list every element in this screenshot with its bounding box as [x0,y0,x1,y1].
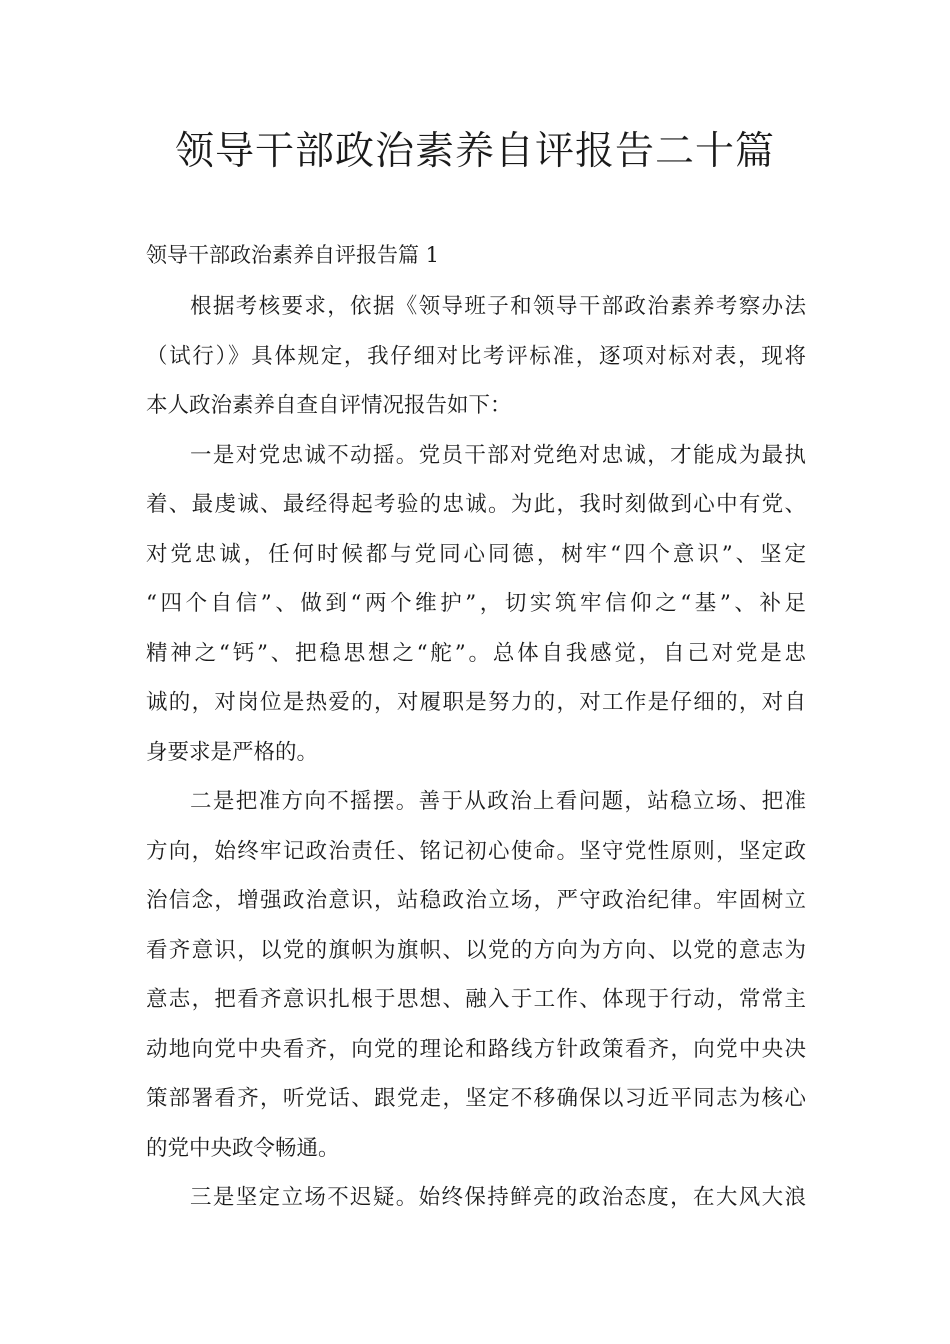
paragraph-line: 精神之“钙”、把稳思想之“舵”。总体自我感觉，自己对党是忠 [146,640,806,666]
paragraph-line: 诚的，对岗位是热爱的，对履职是努力的，对工作是仔细的，对自 [146,690,806,715]
paragraph-line: 意志，把看齐意识扎根于思想、融入于工作、体现于行动，常常主 [146,987,806,1012]
paragraph-1 [146,282,806,431]
document-title: 领导干部政治素养自评报告二十篇 [174,129,775,174]
paragraph-line: 二是把准方向不摇摆。善于从政治上看问题，站稳立场、把准 [190,789,806,814]
paragraph-line: （试行）》具体规定，我仔细对比考评标准，逐项对标对表，现将 [146,343,806,369]
paragraph-line: 对党忠诚，任何时候都与党同心同德，树牢“四个意识”、坚定 [146,541,806,567]
paragraph-line: 策部署看齐，听党话、跟党走，坚定不移确保以习近平同志为核心 [146,1086,806,1111]
paragraph-2 [146,431,806,778]
section-heading: 领导干部政治素养自评报告篇 1 [146,243,440,267]
paragraph-line: 根据考核要求，依据《领导班子和领导干部政治素养考察办法 [190,294,806,319]
paragraph-4 [146,1173,806,1223]
paragraph-line: 着、最虔诚、最经得起考验的忠诚。为此，我时刻做到心中有党、 [146,492,806,517]
paragraph-line: 身要求是严格的。 [146,739,319,765]
document-body [146,282,806,1223]
paragraph-line: 一是对党忠诚不动摇。党员干部对党绝对忠诚，才能成为最执 [190,442,806,468]
paragraph-line: 方向，始终牢记政治责任、铭记初心使命。坚守党性原则，坚定政 [146,838,806,864]
paragraph-line: 三是坚定立场不迟疑。始终保持鲜亮的政治态度，在大风大浪 [190,1185,806,1210]
paragraph-line: 动地向党中央看齐，向党的理论和路线方针政策看齐，向党中央决 [146,1036,806,1062]
paragraph-line: 的党中央政令畅通。 [146,1135,340,1161]
paragraph-line: “四个自信”、做到“两个维护”，切实筑牢信仰之“基”、补足 [146,591,806,616]
paragraph-line: 本人政治素养自查自评情况报告如下： [146,393,512,418]
paragraph-3 [146,777,806,1173]
paragraph-line: 治信念，增强政治意识，站稳政治立场，严守政治纪律。牢固树立 [146,888,806,913]
paragraph-line: 看齐意识，以党的旗帜为旗帜、以党的方向为方向、以党的意志为 [146,937,806,963]
